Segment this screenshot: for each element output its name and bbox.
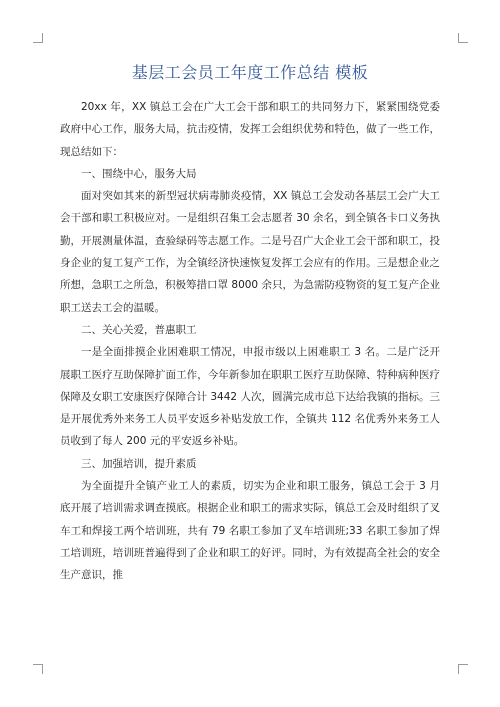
paragraph-section-2: 一是全面排摸企业困难职工情况，申报市级以上困难职工 3 名。二是广泛开展职工医疗互助保障扩面工作，今年新参加在职职工医疗互助保障、特种病种医疗保障及女职工安康医疗保障合计 3442 人次，圆满完成市总下达给我镇的指标。三是开展优秀外来务工人员平安返乡补贴发放工作，全镇共 112 名优秀外来务工人员收到了每人 200 元的平安返乡补贴。 [60, 346, 440, 448]
crop-mark-bottom-left [33, 664, 43, 674]
document-body [60, 96, 440, 587]
paragraph-section-1: 面对突如其来的新型冠状病毒肺炎疫情，XX 镇总工会发动各基层工会广大工会干部和职工积极应对。一是组织召集工会志愿者 30 余名，到全镇各卡口义务执勤，开展测量体温，查验绿码等志愿工作。二是号召广大企业工会干部和职工，投身企业的复工复产工作，为全镇经济快速恢复发挥工会应有的作用。三是想企业之所想，急职工之所急，积极筹措口罩 8000 余只，为急需防疫物资的复工复产企业职工送去工会的温暖。 [60, 190, 440, 314]
crop-mark-top-left [33, 33, 43, 43]
paragraph-intro: 20xx 年，XX 镇总工会在广大工会干部和职工的共同努力下，紧紧围绕党委政府中心工作，服务大局，抗击疫情，发挥工会组织优势和特色，做了一些工作，现总结如下： [60, 101, 440, 158]
crop-mark-top-right [458, 33, 468, 43]
paragraph-section-3: 为全面提升全镇产业工人的素质，切实为企业和职工服务，镇总工会于 3 月底开展了培训需求调查摸底。根据企业和职工的需求实际，镇总工会及时组织了叉车工和焊接工两个培训班，共有 79 名职工参加了叉车培训班;33 名职工参加了焊工培训班，培训班普遍得到了企业和职工的好评。同时，为有效提高全社会的安全生产意识，推 [60, 480, 440, 582]
section-heading-3: 三、加强培训，提升素质 [81, 457, 197, 470]
crop-mark-bottom-right [458, 664, 468, 674]
section-heading-2: 二、关心关爱，普惠职工 [81, 323, 197, 336]
section-heading-1: 一、围绕中心，服务大局 [81, 167, 197, 180]
document-title: 基层工会员工年度工作总结 模板 [131, 63, 369, 82]
